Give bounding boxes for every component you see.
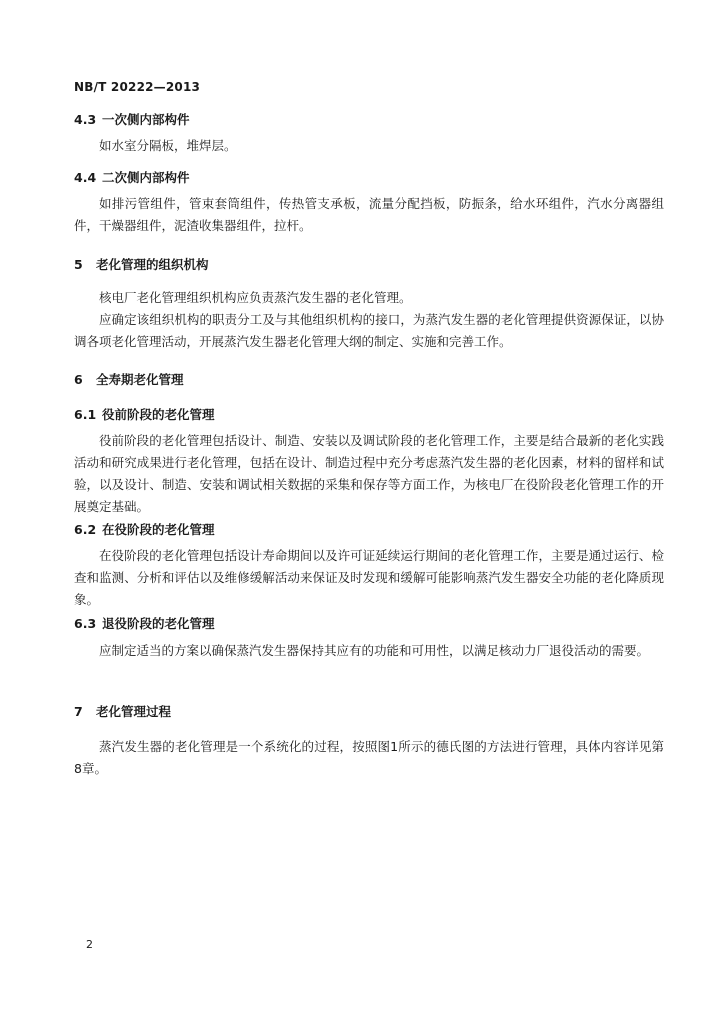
section-title: 役前阶段的老化管理: [102, 407, 215, 422]
section-heading-6: [74, 370, 184, 388]
section-heading-7: [74, 702, 171, 720]
section-title: 二次侧内部构件: [102, 170, 190, 185]
paragraph: 如水室分隔板，堆焊层。: [99, 138, 237, 153]
section-number: 6.2: [74, 522, 97, 537]
section-number: 6.1: [74, 407, 97, 422]
paragraph: 核电厂老化管理组织机构应负责蒸汽发生器的老化管理。: [99, 290, 412, 305]
paragraph: 应确定该组织机构的职责分工及与其他组织机构的接口，为蒸汽发生器的老化管理提供资源保证，以协调各项老化管理活动，开展蒸汽发生器老化管理大纲的制定、实施和完善工作。: [74, 312, 664, 349]
paragraph: 应制定适当的方案以确保蒸汽发生器保持其应有的功能和可用性，以满足核动力厂退役活动的需要。: [99, 643, 650, 658]
section-heading-4-3: [74, 110, 190, 128]
section-title: 在役阶段的老化管理: [102, 522, 215, 537]
section-title: 老化管理的组织机构: [96, 257, 209, 272]
standard-code: NB/T 20222—2013: [74, 80, 201, 94]
section-number: 4.4: [74, 170, 97, 185]
paragraph: 役前阶段的老化管理包括设计、制造、安装以及调试阶段的老化管理工作，主要是结合最新的老化实践活动和研究成果进行老化管理，包括在设计、制造过程中充分考虑蒸汽发生器的老化因素，材料的留样和试验，以及设计、制造、安装和调试相关数据的采集和保存等方面工作，为核电厂在役阶段老化管理工作的开展奠定基础。: [74, 433, 664, 514]
section-heading-6-1: [74, 405, 215, 423]
paragraph: 如排污管组件，管束套筒组件，传热管支承板，流量分配挡板，防振条，给水环组件，汽水分离器组件，干燥器组件，泥渣收集器组件，拉杆。: [74, 196, 664, 233]
section-heading-6-2: [74, 520, 215, 538]
section-heading-4-4: [74, 168, 190, 186]
section-number: 6: [74, 372, 83, 387]
section-title: 退役阶段的老化管理: [102, 616, 215, 631]
section-number: 7: [74, 704, 83, 719]
page-number: 2: [86, 938, 93, 951]
section-heading-6-3: [74, 614, 215, 632]
section-title: 一次侧内部构件: [102, 112, 190, 127]
section-title: 全寿期老化管理: [96, 372, 184, 387]
section-heading-5: [74, 255, 209, 273]
paragraph: 蒸汽发生器的老化管理是一个系统化的过程，按照图1所示的德氏图的方法进行管理，具体内容详见第8章。: [74, 739, 664, 776]
section-number: 4.3: [74, 112, 97, 127]
section-number: 5: [74, 257, 83, 272]
paragraph: 在役阶段的老化管理包括设计寿命期间以及许可证延续运行期间的老化管理工作，主要是通过运行、检查和监测、分析和评估以及维修缓解活动来保证及时发现和缓解可能影响蒸汽发生器安全功能的老化降质现象。: [74, 548, 664, 607]
section-number: 6.3: [74, 616, 97, 631]
section-title: 老化管理过程: [96, 704, 172, 719]
